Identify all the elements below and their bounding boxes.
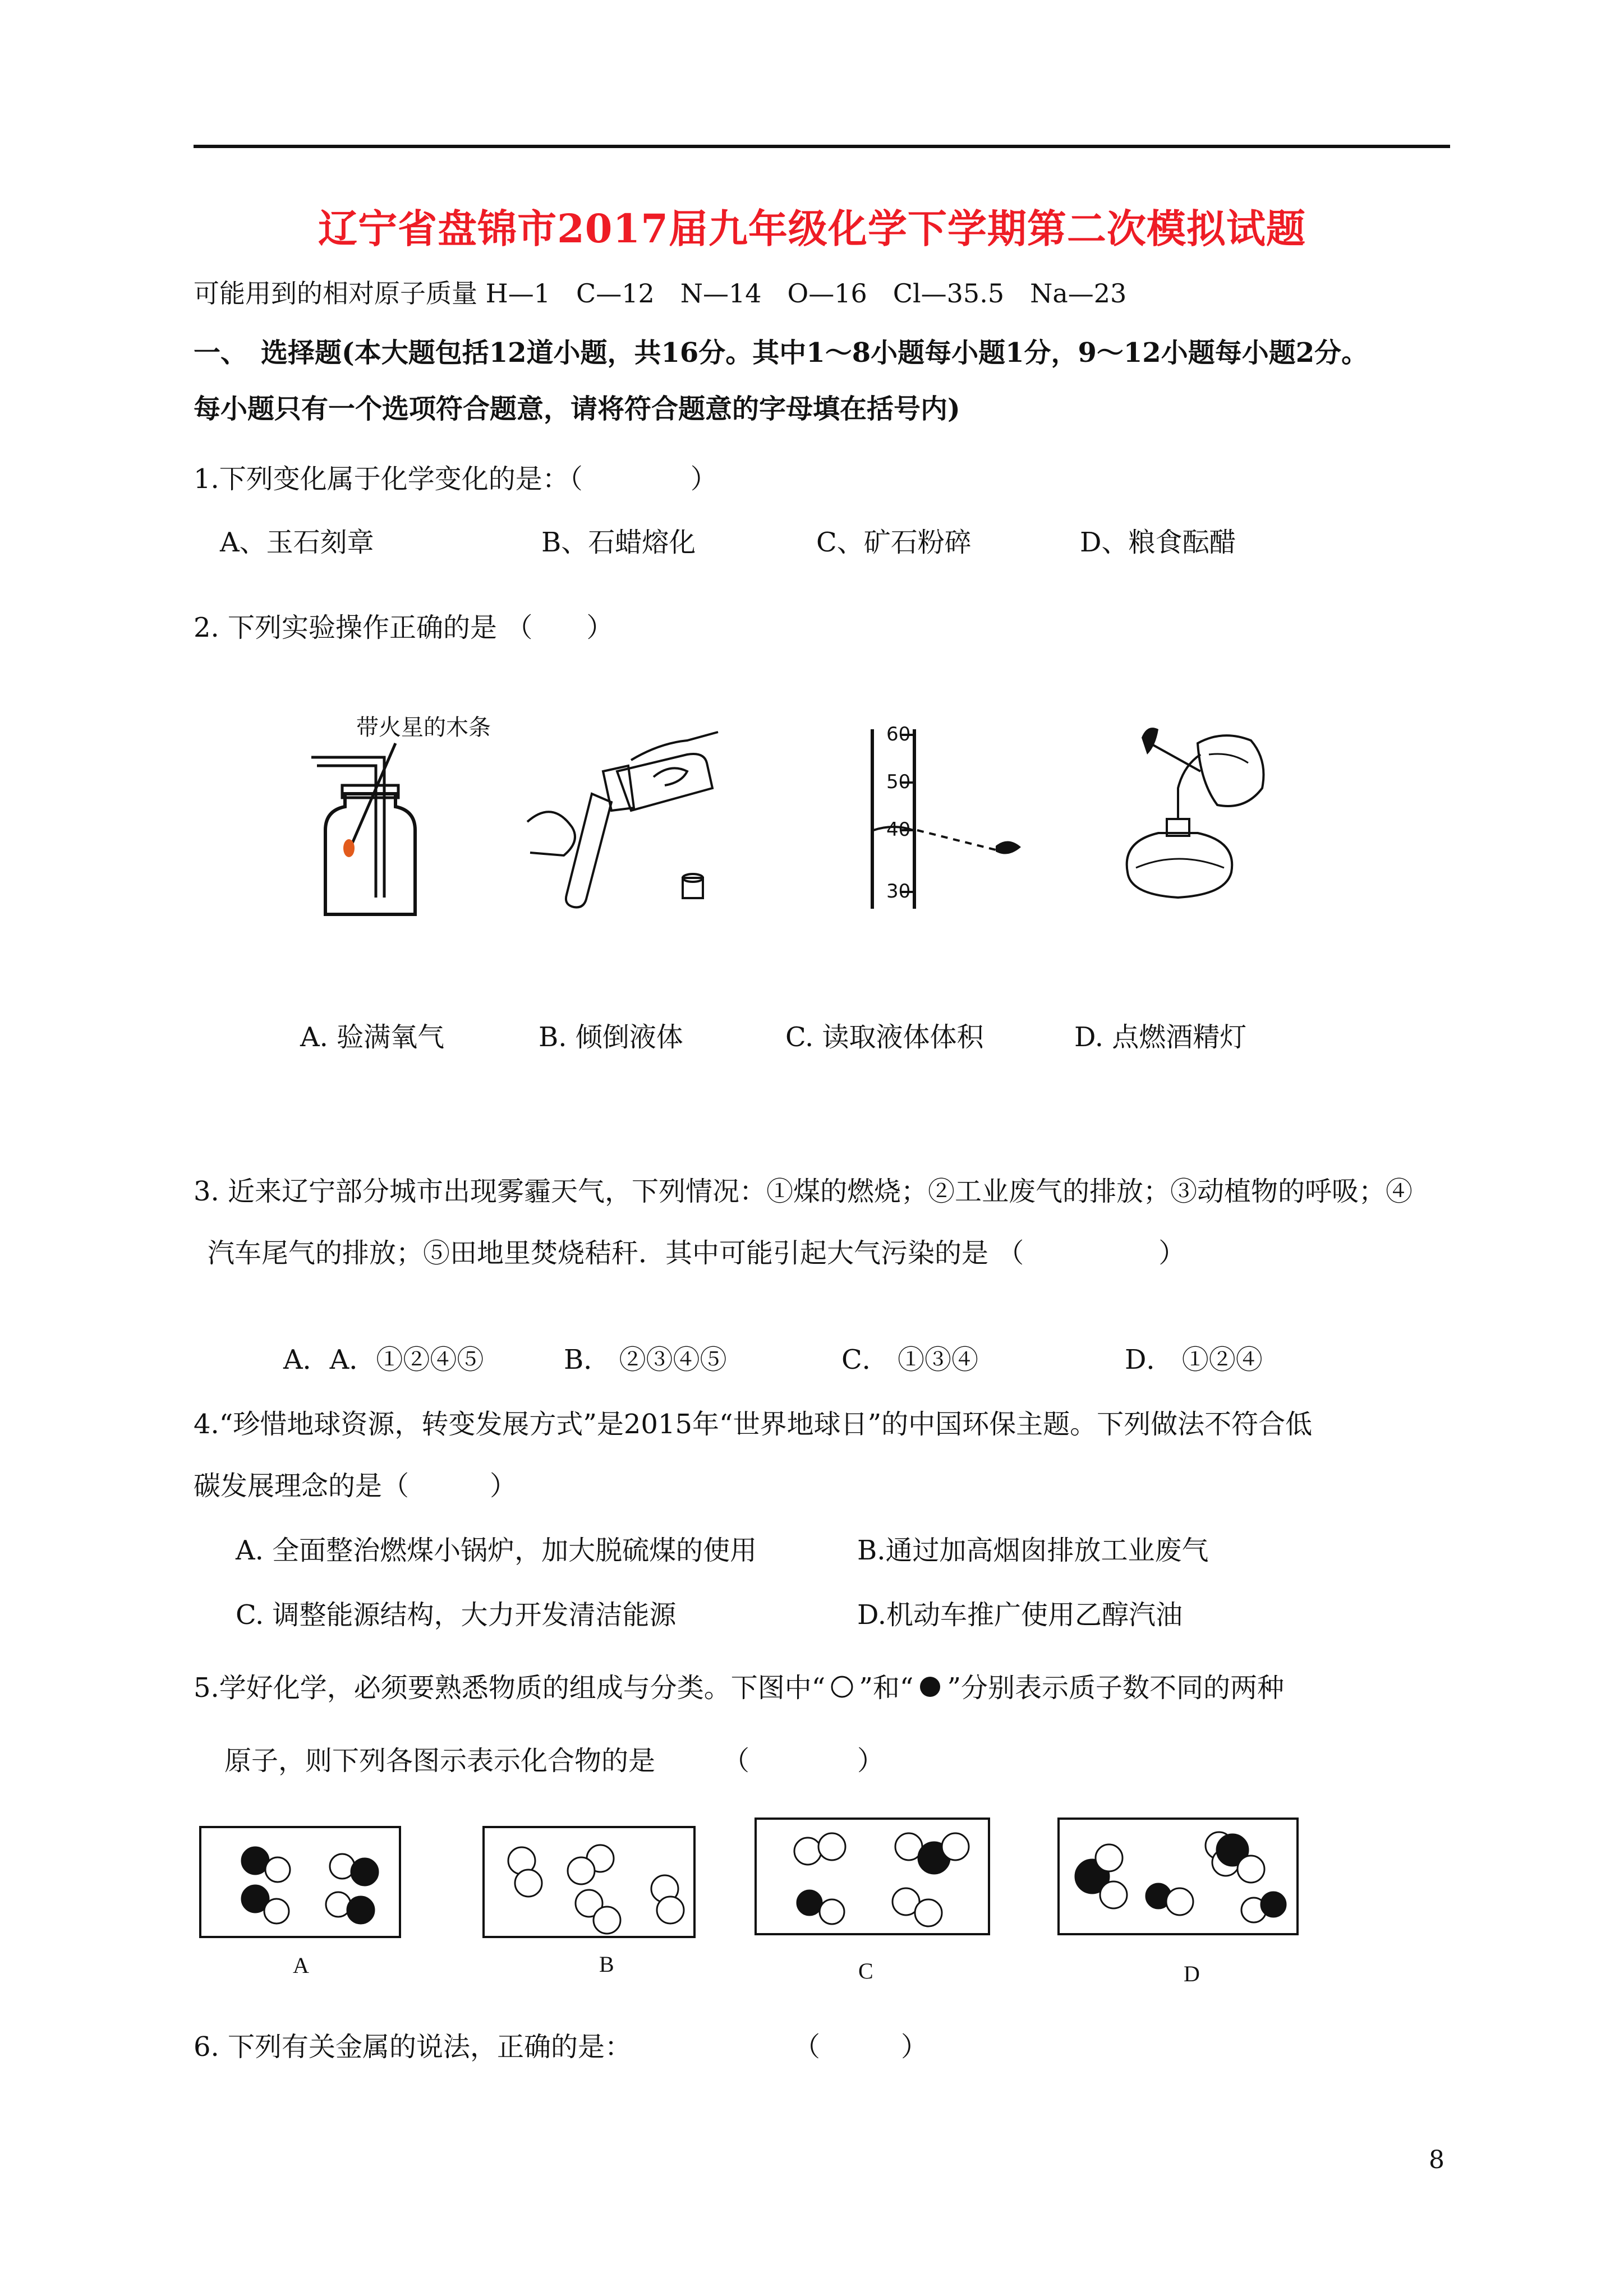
q6-stem: 6. 下列有关金属的说法，正确的是： （ ） [194,2031,928,2063]
q4-stem-line1: 4.“珍惜地球资源，转变发展方式”是2015年“世界地球日”的中国环保主题。下列做法不符合低 [194,1409,1313,1440]
svg-text:60: 60 [886,724,911,746]
figure-graduated-cylinder [861,724,1046,914]
q4-option-c: C. 调整能源结构，大力开发清洁能源 [236,1599,677,1631]
q5-box-a-label: A [293,1953,309,1978]
q5-stem-part2: ”和“ [859,1672,914,1704]
section-heading-line2: 每小题只有一个选项符合题意，请将符合题意的字母填在括号内) [194,393,960,425]
q1-stem: 1.下列变化属于化学变化的是：（ ） [194,463,717,495]
q1-option-c: C、矿石粉碎 [816,527,972,558]
q4-option-a: A. 全面整治燃煤小锅炉，加大脱硫煤的使用 [236,1535,757,1566]
section-heading-line1: 一、 选择题(本大题包括12道小题，共16分。其中1～8小题每小题1分，9～12小题每小题2分。 [194,337,1369,369]
atomic-masses-note: 可能用到的相对原子质量 H—1 C—12 N—14 O—16 Cl—35.5 Na—23 [194,278,1127,309]
black-atom-icon [913,1673,947,1700]
q3-option-d: D． ①②④ [1125,1344,1263,1375]
q2-stem: 2. 下列实验操作正确的是 （ ） [194,612,614,643]
q3-stem-line1: 3. 近来辽宁部分城市出现雾霾天气，下列情况：①煤的燃烧；②工业废气的排放；③动植物的呼吸；④ [194,1176,1413,1207]
q3-option-a: A．A．①②④⑤ [283,1344,484,1375]
page-title: 辽宁省盘锦市2017届九年级化学下学期第二次模拟试题 [318,205,1306,252]
q5-stem-part1: 5.学好化学，必须要熟悉物质的组成与分类。下图中“ [194,1672,826,1704]
q3-option-b: B． ②③④⑤ [564,1344,727,1375]
svg-text:50: 50 [886,771,911,793]
q4-option-b: B.通过加高烟囱排放工业废气 [857,1535,1209,1566]
q5-box-c-label: C [858,1958,873,1984]
q3-option-c: C． ①③④ [841,1344,978,1375]
q2-option-d: D. 点燃酒精灯 [1074,1022,1247,1053]
q5-stem-part3: ”分别表示质子数不同的两种 [947,1672,1284,1704]
q5-box-d [1057,1818,1299,1935]
q1-option-a: A、玉石刻章 [220,527,374,558]
white-atom-icon [825,1673,859,1700]
svg-text:30: 30 [886,880,911,903]
q5-stem-line1 [194,1666,1284,1705]
q4-stem-line2: 碳发展理念的是（ ） [194,1470,517,1502]
q2-option-c: C. 读取液体体积 [785,1022,984,1053]
q5-box-b-label: B [599,1952,614,1977]
q1-option-d: D、粮食酝醋 [1080,527,1236,558]
header-rule [194,145,1450,148]
page-number: 8 [1429,2146,1444,2174]
q2-option-b: B. 倾倒液体 [539,1022,683,1053]
q4-option-d: D.机动车推广使用乙醇汽油 [857,1599,1183,1631]
q1-option-b: B、石蜡熔化 [541,527,696,558]
figure-pouring-liquid [519,710,738,912]
svg-text:带火星的木条: 带火星的木条 [356,715,491,740]
q5-box-a [199,1826,401,1938]
q5-box-c [755,1818,990,1935]
q5-stem-line2: 原子，则下列各图示表示化合物的是 （ ） [224,1745,885,1777]
q3-stem-line2: 汽车尾气的排放；⑤田地里焚烧秸秆．其中可能引起大气污染的是 （ ） [208,1237,1186,1269]
figure-alcohol-lamp [1105,721,1290,906]
q5-box-b [482,1826,696,1938]
q2-option-a: A. 验满氧气 [300,1022,445,1053]
q5-box-d-label: D [1184,1961,1200,1986]
svg-text:40: 40 [886,818,911,841]
figure-oxygen-bottle [303,712,539,926]
